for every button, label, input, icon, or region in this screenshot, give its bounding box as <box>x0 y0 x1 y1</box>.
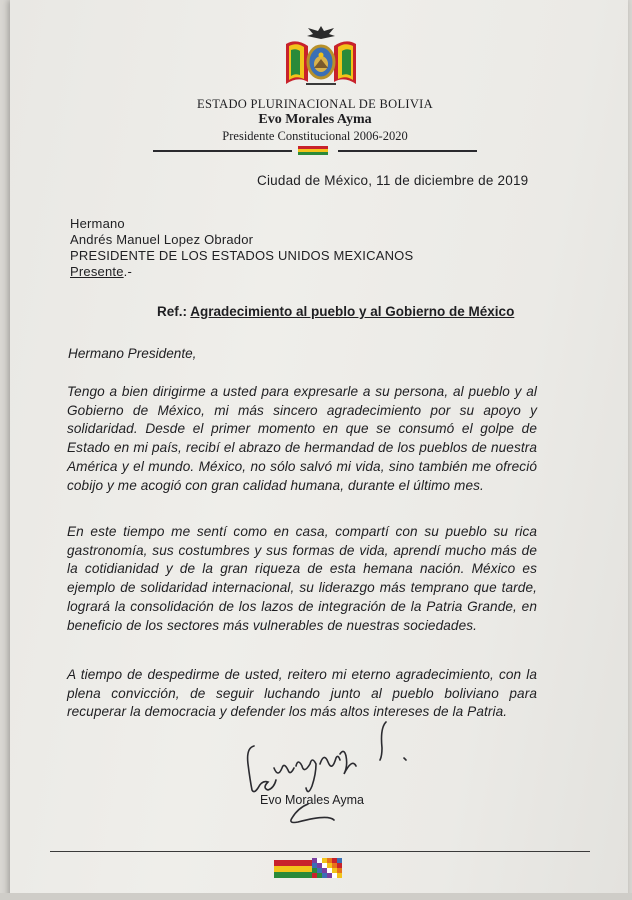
sender-name: Evo Morales Ayma <box>258 112 372 127</box>
header-rule-left <box>153 150 292 152</box>
addressee-presente <box>70 264 132 279</box>
handwritten-signature <box>238 718 438 836</box>
addressee-greeting: Hermano <box>70 216 125 231</box>
salutation: Hermano Presidente, <box>68 346 197 361</box>
bolivia-flag-icon <box>298 146 328 155</box>
body-paragraph: Tengo a bien dirigirme a usted para expresarle a su persona, al pueblo y al Gobierno de México, mi más sincero agradecimiento por su apoyo y solidaridad. Desde el primer momento en que se consumó el golpe de Estado en mi país, recibí el abrazo de hermandad de los pueblos de nuestra América y el mundo. México, no sólo salvó mi vida, sino también me ofreció cobijo y me acogió con gran calidad humana, durante el último mes. <box>67 384 537 493</box>
reference-label: Ref.: <box>157 304 187 319</box>
body-paragraph: A tiempo de despedirme de usted, reitero mi eterno agradecimiento, con la plena convicción, de seguir luchando junto al pueblo boliviano para recuperar la democracia y defender los más altos intereses de la Patria. <box>67 667 537 720</box>
bolivia-coat-of-arms-icon <box>280 22 362 92</box>
header-rule-right <box>338 150 477 152</box>
presente-suffix: .- <box>123 264 132 279</box>
date-line: Ciudad de México, 11 de diciembre de 2019 <box>257 173 529 188</box>
presente-word: Presente <box>70 264 124 279</box>
footer-rule <box>50 851 590 852</box>
body-paragraph: En este tiempo me sentí como en casa, compartí con su pueblo su rica gastronomía, sus costumbres y sus formas de vida, aprendí mucho más de la cotidianidad y de la gran riqueza de esta hemana nación. México es ejemplo de solidaridad internacional, su liderazgo más temprano que tarde, logrará la consolidación de los lazos de integración de la Patria Grande, en beneficio de los sectores más vulnerables de nuestras sociedades. <box>67 524 537 633</box>
addressee-title: PRESIDENTE DE LOS ESTADOS UNIDOS MEXICANOS <box>70 248 414 263</box>
sender-title: Presidente Constitucional 2006-2020 <box>222 129 408 143</box>
page-bottom-edge <box>0 893 632 900</box>
letter-page <box>10 0 628 900</box>
state-name: ESTADO PLURINACIONAL DE BOLIVIA <box>197 97 433 111</box>
signature-name: Evo Morales Ayma <box>260 793 364 807</box>
addressee-name: Andrés Manuel Lopez Obrador <box>70 232 254 247</box>
wiphala-flag-icon <box>274 856 348 884</box>
reference-line <box>157 304 514 319</box>
reference-subject: Agradecimiento al pueblo y al Gobierno de México <box>190 304 515 319</box>
